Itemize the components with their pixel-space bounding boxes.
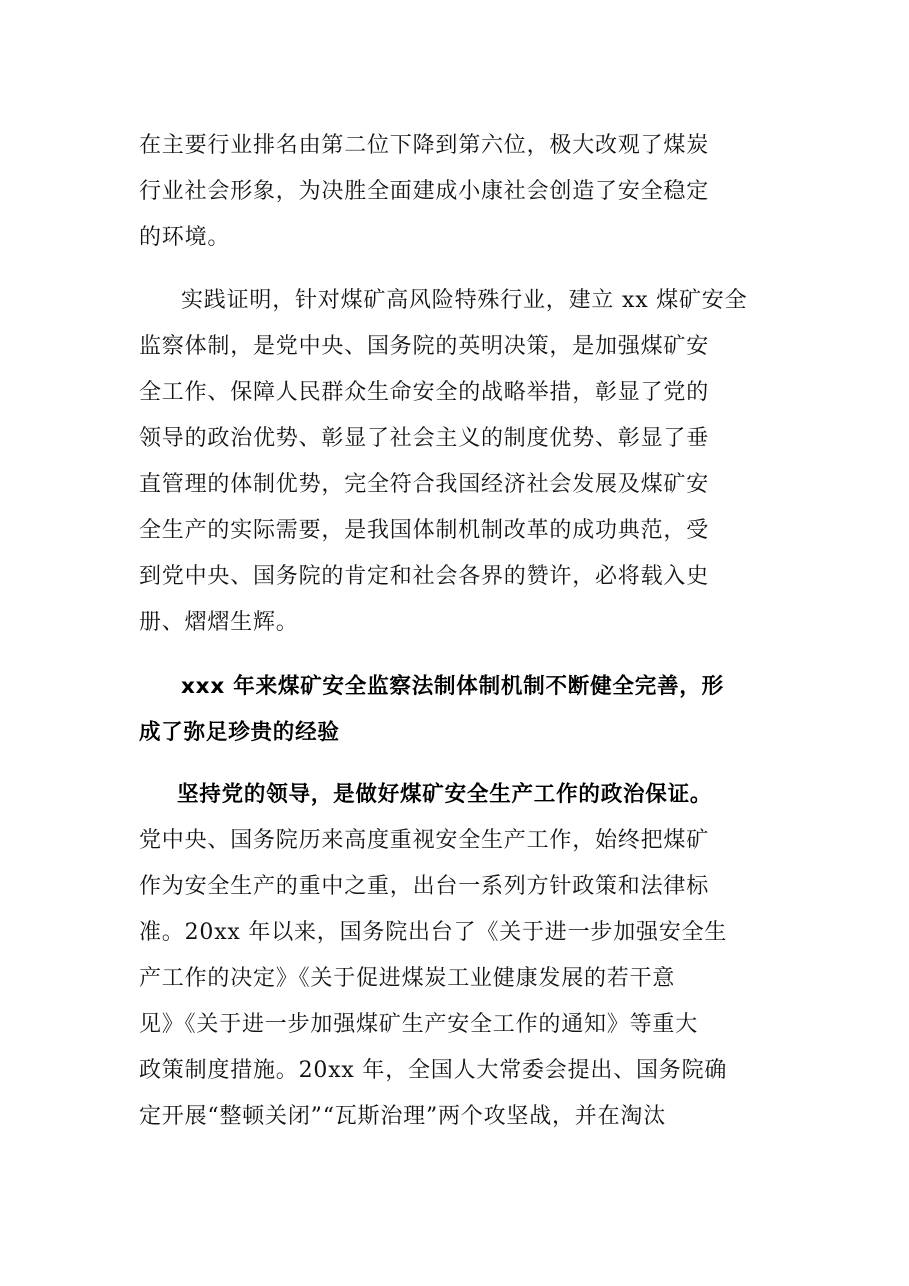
paragraph-3-line-7: 定开展“整顿关闭”“瓦斯治理”两个攻坚战，并在淘汰 <box>139 1104 666 1129</box>
paragraph-3-line-2: 作为安全生产的重中之重，出台一系列方针政策和法律标 <box>139 874 710 899</box>
paragraph-1-line-3: 的环境。 <box>139 225 231 250</box>
paragraph-2-line-3: 全工作、保障人民群众生命安全的战略举措，彰显了党的 <box>139 380 710 405</box>
paragraph-1-line-2: 行业社会形象，为决胜全面建成小康社会创造了安全稳定 <box>139 179 710 204</box>
paragraph-3-line-5: 见》《关于进一步加强煤矿生产安全工作的通知》等重大 <box>139 1012 699 1037</box>
paragraph-3-lead: 坚持党的领导，是做好煤矿安全生产工作的政治保证。 <box>177 782 713 807</box>
paragraph-3-line-6: 政策制度措施。20xx 年，全国人大常委会提出、国务院确 <box>139 1058 728 1083</box>
section-heading-line-2: 成了弥足珍贵的经验 <box>139 720 340 745</box>
paragraph-2-line-8: 册、熠熠生辉。 <box>139 610 299 635</box>
paragraph-3-line-3: 准。20xx 年以来，国务院出台了《关于进一步加强安全生 <box>139 920 728 945</box>
section-heading-line-1: xxx 年来煤矿安全监察法制体制机制不断健全完善，形 <box>181 674 724 699</box>
paragraph-1-line-1: 在主要行业排名由第二位下降到第六位，极大改观了煤炭 <box>139 133 710 158</box>
paragraph-3-line-4: 产工作的决定》《关于促进煤炭工业健康发展的若干意 <box>139 966 676 991</box>
paragraph-2-line-6: 全生产的实际需要，是我国体制机制改革的成功典范，受 <box>139 518 710 543</box>
paragraph-3-line-1: 党中央、国务院历来高度重视安全生产工作，始终把煤矿 <box>139 828 710 853</box>
paragraph-2-line-7: 到党中央、国务院的肯定和社会各界的赞许，必将载入史 <box>139 564 710 589</box>
paragraph-2-line-5: 直管理的体制优势，完全符合我国经济社会发展及煤矿安 <box>139 472 710 497</box>
paragraph-2-line-2: 监察体制，是党中央、国务院的英明决策，是加强煤矿安 <box>139 334 710 359</box>
paragraph-2-line-1: 实践证明，针对煤矿高风险特殊行业，建立 xx 煤矿安全 <box>181 288 748 313</box>
paragraph-2-line-4: 领导的政治优势、彰显了社会主义的制度优势、彰显了垂 <box>139 426 710 451</box>
